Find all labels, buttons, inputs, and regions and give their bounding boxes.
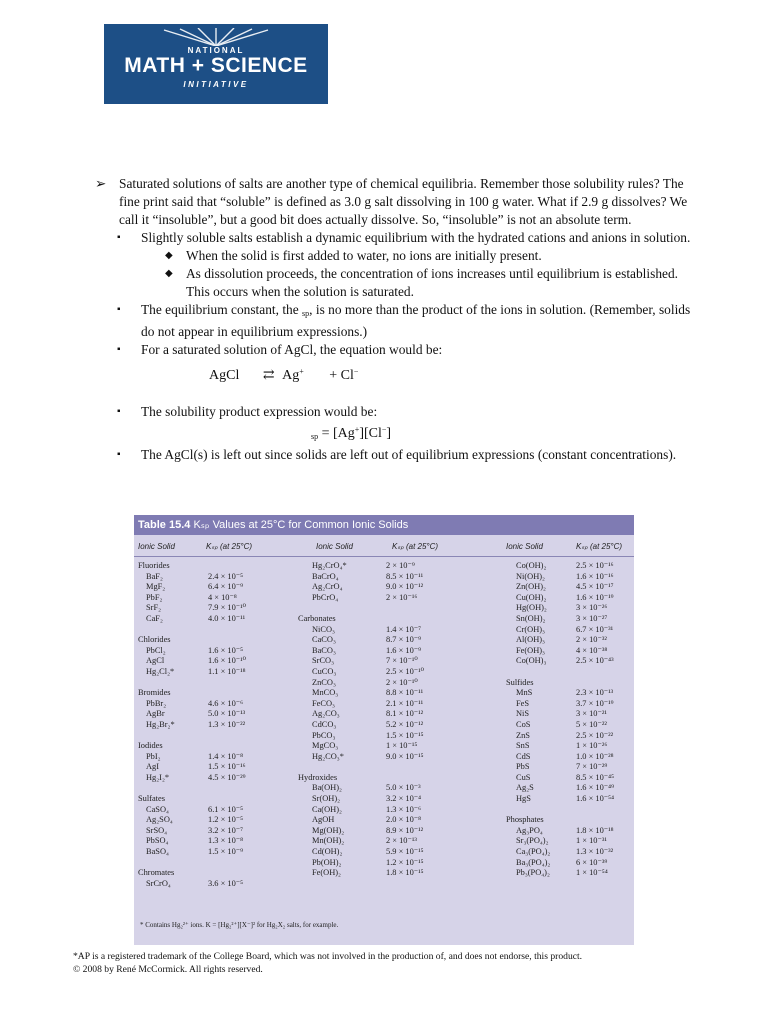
table-title: Table 15.4 Kₛₚ Values at 25°C for Common Ionic Solids: [134, 515, 634, 535]
table-cell-ksp: 1.8 × 10⁻¹⁸: [576, 825, 614, 835]
table-cell-solid: Hg(OH)₂: [516, 603, 547, 613]
table-cell-ksp: 4 × 10⁻³⁸: [576, 645, 608, 655]
col-head-ksp: Kₛₚ (at 25°C): [576, 542, 623, 551]
table-cell-ksp: 5.0 × 10⁻³: [386, 783, 421, 793]
table-row: [298, 805, 468, 816]
table-group-label: Carbonates: [298, 613, 336, 623]
table-cell-solid: PbI₂: [146, 751, 161, 761]
table-cell-solid: SrF₂: [146, 603, 162, 613]
logo-line-national: NATIONAL: [187, 46, 245, 55]
table-row: [506, 815, 634, 826]
table-column-headers: [134, 540, 634, 557]
table-cell-ksp: 2 × 10⁻³²: [576, 635, 607, 645]
table-row: [298, 720, 468, 731]
table-group-label: Chlorides: [138, 635, 171, 645]
table-row: [138, 731, 308, 742]
table-cell-ksp: 1 × 10⁻²⁶: [576, 741, 608, 751]
table-row: [506, 762, 634, 773]
table-cell-ksp: 1.0 × 10⁻²⁸: [576, 751, 614, 761]
table-cell-solid: Cr(OH)₃: [516, 624, 545, 634]
table-cell-solid: BaF₂: [146, 571, 163, 581]
table-cell-ksp: 1.6 × 10⁻⁵⁴: [576, 794, 615, 804]
table-cell-ksp: 5 × 10⁻²²: [576, 719, 607, 729]
table-row: [506, 593, 634, 604]
table-row: [138, 879, 308, 890]
table-row: [138, 826, 308, 837]
table-cell-ksp: 1.6 × 10⁻¹⁹: [576, 592, 614, 602]
table-cell-solid: Al(OH)₃: [516, 635, 545, 645]
table-cell-ksp: 9.0 × 10⁻¹²: [386, 582, 424, 592]
main-bullet: [95, 175, 695, 229]
table-column-2: [298, 561, 468, 879]
table-cell-ksp: 3 × 10⁻²⁷: [576, 613, 608, 623]
table-row: [506, 783, 634, 794]
table-cell-ksp: 2 × 10⁻¹⁶: [386, 592, 418, 602]
table-cell-ksp: 3 × 10⁻²¹: [576, 709, 607, 719]
table-cell-solid: Hg₂Br₂*: [146, 719, 175, 729]
table-row: [298, 826, 468, 837]
table-row: [506, 561, 634, 572]
col-head-solid: Ionic Solid: [138, 542, 175, 551]
table-group-label: Sulfides: [506, 677, 534, 687]
table-row: [298, 847, 468, 858]
table-row: [506, 731, 634, 742]
table-cell-ksp: 1.6 × 10⁻⁹: [386, 645, 422, 655]
table-cell-solid: Ag₂S: [516, 783, 534, 793]
table-row: [138, 635, 308, 646]
table-row: [298, 794, 468, 805]
table-cell-solid: CaSO₄: [146, 804, 169, 814]
table-row: [138, 688, 308, 699]
table-group-label: Fluorides: [138, 561, 170, 570]
sp-subscript: sp: [302, 309, 310, 318]
table-cell-solid: PbSO₄: [146, 836, 169, 846]
bullet-equilibrium-constant: [95, 301, 695, 341]
nms-logo: [104, 24, 328, 104]
table-cell-solid: Mg(OH)₂: [312, 825, 345, 835]
table-group-label: Hydroxides: [298, 772, 338, 782]
diamond-bullet-icon: ◆: [165, 250, 173, 261]
table-cell-ksp: 1.4 × 10⁻⁷: [386, 624, 422, 634]
table-cell-solid: Hg₂Cl₂*: [146, 666, 175, 676]
table-row: [506, 625, 634, 636]
table-cell-ksp: 5.2 × 10⁻¹²: [386, 719, 424, 729]
table-row: [138, 783, 308, 794]
table-cell-ksp: 1.3 × 10⁻³²: [576, 847, 614, 857]
bullet-text: The equilibrium constant, the: [141, 302, 303, 317]
table-row: [138, 858, 308, 869]
bullet-text: The solubility product expression would be:: [141, 404, 378, 419]
page-footer: [73, 950, 582, 976]
table-row: [506, 688, 634, 699]
table-footnote: * Contains Hg₂²⁺ ions. K = [Hg₂²⁺][X⁻]² for Hg₂X₂ salts, for example.: [140, 921, 339, 929]
table-cell-ksp: 4.6 × 10⁻⁶: [208, 698, 244, 708]
table-cell-ksp: 2.1 × 10⁻¹¹: [386, 698, 424, 708]
table-cell-solid: NiS: [516, 709, 530, 719]
table-cell-ksp: 1.5 × 10⁻¹⁵: [386, 730, 424, 740]
table-cell-solid: FeS: [516, 698, 530, 708]
table-row: [298, 572, 468, 583]
bullet-text: As dissolution proceeds, the concentration of ions increases until equilibrium is established. This occurs when the solution is saturated.: [186, 266, 679, 299]
eq-reactant: AgCl: [209, 368, 240, 383]
table-cell-solid: CuCO₃: [312, 666, 337, 676]
copyright-note: © 2008 by René McCormick. All rights reserved.: [73, 964, 263, 975]
table-row: [138, 762, 308, 773]
agcl-equation: [95, 363, 695, 393]
table-cell-ksp: 7 × 10⁻¹⁰: [386, 656, 418, 666]
table-row: [138, 709, 308, 720]
table-cell-solid: Fe(OH)₂: [312, 868, 341, 878]
table-cell-ksp: 4 × 10⁻⁸: [208, 592, 237, 602]
bullet-text-cont: , is no more than the product of the ions in solution. (Remember, solids do not appear in equilibrium expressions.): [141, 302, 691, 339]
table-cell-solid: Ca(OH)₂: [312, 804, 342, 814]
table-cell-solid: Ba(OH)₂: [312, 783, 342, 793]
table-row: [506, 603, 634, 614]
table-row: [506, 614, 634, 625]
ksp-table: [134, 515, 634, 945]
table-row: [138, 572, 308, 583]
table-cell-ksp: 1.1 × 10⁻¹⁸: [208, 666, 246, 676]
table-cell-solid: MgCO₃: [312, 741, 339, 751]
square-bullet-icon: ▪: [117, 232, 121, 243]
table-cell-ksp: 1.2 × 10⁻¹⁵: [386, 857, 424, 867]
table-row: [138, 773, 308, 784]
document-body: [95, 175, 695, 464]
table-cell-ksp: 8.5 × 10⁻⁴⁵: [576, 772, 615, 782]
table-cell-ksp: 3.2 × 10⁻⁴: [386, 794, 422, 804]
table-cell-solid: SrSO₄: [146, 825, 168, 835]
table-row: [506, 635, 634, 646]
table-row: [138, 582, 308, 593]
table-row: [506, 667, 634, 678]
table-cell-solid: PbS: [516, 762, 530, 772]
table-row: [298, 699, 468, 710]
table-cell-solid: PbCO₃: [312, 730, 336, 740]
table-cell-ksp: 5.0 × 10⁻¹³: [208, 709, 246, 719]
table-cell-ksp: 2 × 10⁻¹⁰: [386, 677, 418, 687]
table-cell-solid: SnS: [516, 741, 530, 751]
table-cell-ksp: 8.1 × 10⁻¹²: [386, 709, 424, 719]
table-cell-ksp: 4.5 × 10⁻²⁹: [208, 772, 246, 782]
table-cell-solid: CdS: [516, 751, 531, 761]
table-row: [506, 773, 634, 784]
col-head-ksp: Kₛₚ (at 25°C): [392, 542, 439, 551]
table-row: [138, 603, 308, 614]
table-cell-solid: Hg₂CrO₄*: [312, 561, 347, 570]
table-row: [506, 794, 634, 805]
table-group-label: Sulfates: [138, 794, 165, 804]
table-row: [298, 656, 468, 667]
eq-product-ag: Ag+: [282, 367, 304, 383]
table-cell-solid: Hg₂I₂*: [146, 772, 170, 782]
table-row: [138, 720, 308, 731]
table-row: [298, 762, 468, 773]
table-row: [506, 656, 634, 667]
table-cell-ksp: 4.0 × 10⁻¹¹: [208, 613, 246, 623]
table-row: [138, 794, 308, 805]
table-row: [506, 572, 634, 583]
table-cell-ksp: 1 × 10⁻¹⁵: [386, 741, 418, 751]
table-cell-ksp: 7 × 10⁻²⁹: [576, 762, 608, 772]
table-cell-solid: AgI: [146, 762, 160, 772]
table-cell-solid: Cd(OH)₂: [312, 847, 343, 857]
table-cell-solid: NiCO₃: [312, 624, 335, 634]
table-cell-ksp: 6.1 × 10⁻⁵: [208, 804, 244, 814]
table-row: [298, 868, 468, 879]
table-row: [506, 678, 634, 689]
table-cell-solid: Pb₃(PO₄)₂: [516, 868, 550, 878]
table-cell-ksp: 1.4 × 10⁻⁸: [208, 751, 244, 761]
table-cell-ksp: 1.3 × 10⁻⁸: [208, 836, 244, 846]
table-cell-solid: Co(OH)₃: [516, 656, 547, 666]
table-cell-ksp: 3 × 10⁻²⁶: [576, 603, 608, 613]
table-cell-solid: Sn(OH)₂: [516, 613, 546, 623]
arrow-bullet-icon: ➢: [95, 176, 107, 191]
bullet-solubility-product: [95, 403, 695, 421]
table-row: [298, 731, 468, 742]
table-cell-ksp: 1.5 × 10⁻⁹: [208, 847, 244, 857]
table-row: [506, 836, 634, 847]
table-cell-solid: AgCl: [146, 656, 165, 666]
table-row: [298, 858, 468, 869]
table-cell-solid: MgF₂: [146, 582, 166, 592]
table-row: [506, 699, 634, 710]
table-cell-solid: Ni(OH)₂: [516, 571, 545, 581]
table-cell-ksp: 3.2 × 10⁻⁷: [208, 825, 244, 835]
table-cell-ksp: 8.7 × 10⁻⁹: [386, 635, 422, 645]
table-group-label: Phosphates: [506, 815, 544, 825]
diamond-bullet-icon: ◆: [165, 268, 173, 279]
table-cell-solid: BaCO₃: [312, 645, 336, 655]
table-row: [298, 815, 468, 826]
table-cell-ksp: 1.6 × 10⁻¹⁶: [576, 571, 614, 581]
table-row: [506, 582, 634, 593]
bullet-dynamic-equilibrium: [95, 229, 695, 247]
table-cell-ksp: 2.3 × 10⁻¹³: [576, 688, 614, 698]
table-row: [298, 646, 468, 657]
bullet-agcl-solution: [95, 341, 695, 359]
table-cell-ksp: 1 × 10⁻⁵⁴: [576, 868, 608, 878]
table-cell-ksp: 2.5 × 10⁻⁴³: [576, 656, 614, 666]
table-row: [506, 868, 634, 879]
table-row: [298, 561, 468, 572]
table-row: [298, 635, 468, 646]
table-row: [298, 593, 468, 604]
table-cell-ksp: 3.6 × 10⁻⁵: [208, 878, 244, 888]
table-row: [506, 741, 634, 752]
col-head-ksp: Kₛₚ (at 25°C): [206, 542, 253, 551]
table-row: [138, 699, 308, 710]
table-cell-solid: Fe(OH)₃: [516, 645, 545, 655]
table-row: [138, 561, 308, 572]
table-cell-solid: PbCrO₄: [312, 592, 339, 602]
table-row: [506, 720, 634, 731]
table-row: [298, 688, 468, 699]
table-cell-solid: Ba₃(PO₄)₂: [516, 857, 551, 867]
eq-product-cl: + Cl−: [329, 367, 359, 383]
bullet-text: For a saturated solution of AgCl, the equation would be:: [141, 342, 443, 357]
table-row: [138, 678, 308, 689]
table-cell-solid: ZnS: [516, 730, 530, 740]
table-cell-solid: MnCO₃: [312, 688, 339, 698]
table-cell-ksp: 1.6 × 10⁻⁴⁹: [576, 783, 615, 793]
square-bullet-icon: ▪: [117, 449, 121, 460]
table-cell-solid: CaCO₃: [312, 635, 336, 645]
table-row: [506, 826, 634, 837]
table-cell-solid: Sr(OH)₂: [312, 794, 341, 804]
table-row: [298, 625, 468, 636]
table-cell-ksp: 7.9 × 10⁻¹⁰: [208, 603, 247, 613]
table-cell-solid: SrCO₃: [312, 656, 335, 666]
table-cell-ksp: 5.9 × 10⁻¹⁵: [386, 847, 424, 857]
table-row: [298, 752, 468, 763]
table-cell-solid: Ca₃(PO₄)₂: [516, 847, 551, 857]
table-cell-solid: HgS: [516, 794, 531, 804]
table-cell-ksp: 1.3 × 10⁻⁶: [386, 804, 422, 814]
table-cell-ksp: 1.8 × 10⁻¹⁵: [386, 868, 424, 878]
table-cell-solid: Ag₂CO₃: [312, 709, 340, 719]
table-row: [506, 805, 634, 816]
sunburst-icon: [144, 28, 288, 46]
table-cell-ksp: 8.5 × 10⁻¹¹: [386, 571, 424, 581]
table-cell-ksp: 1 × 10⁻³¹: [576, 836, 607, 846]
table-cell-solid: Ag₂CrO₄: [312, 582, 343, 592]
table-cell-ksp: 6.4 × 10⁻⁹: [208, 582, 244, 592]
table-cell-solid: CdCO₃: [312, 719, 337, 729]
col-head-solid: Ionic Solid: [316, 542, 353, 551]
table-cell-solid: Hg₂CO₃*: [312, 751, 344, 761]
table-row: [138, 741, 308, 752]
table-row: [138, 656, 308, 667]
table-row: [138, 667, 308, 678]
equilibrium-arrow-icon: ⇄: [262, 368, 275, 383]
table-row: [506, 646, 634, 657]
main-bullet-text: Saturated solutions of salts are another type of chemical equilibria. Remember those solubility rules? The fine print said that “soluble” is defined as 3.0 g salt dissolving in 100 g water. What if 2.9 g dissolves? We call it “insoluble”, but a good bit does actually dissolve. So, “insoluble” is not an absolute term.: [119, 176, 688, 227]
table-row: [298, 709, 468, 720]
table-cell-solid: AgBr: [146, 709, 165, 719]
table-cell-solid: BaCrO₄: [312, 571, 339, 581]
table-cell-ksp: 2 × 10⁻⁹: [386, 561, 415, 570]
table-cell-ksp: 1.3 × 10⁻²²: [208, 719, 246, 729]
logo-line-math-science: MATH + SCIENCE: [124, 54, 308, 77]
table-row: [506, 858, 634, 869]
table-cell-ksp: 1.5 × 10⁻¹⁶: [208, 762, 246, 772]
bullet-no-ions: [95, 247, 695, 265]
table-row: [298, 603, 468, 614]
table-cell-solid: Co(OH)₂: [516, 561, 547, 570]
table-cell-solid: Zn(OH)₂: [516, 582, 546, 592]
ksp-expression: $_{sp}$ = [Ag+][Cl−]: [311, 425, 392, 441]
table-cell-solid: PbF₂: [146, 592, 163, 602]
table-row: [138, 847, 308, 858]
table-group-label: Bromides: [138, 688, 171, 698]
table-row: [298, 582, 468, 593]
table-cell-ksp: 6 × 10⁻³⁹: [576, 857, 608, 867]
table-cell-ksp: 2.5 × 10⁻¹⁶: [576, 561, 614, 570]
table-cell-ksp: 8.9 × 10⁻¹²: [386, 825, 424, 835]
table-cell-solid: AgOH: [312, 815, 335, 825]
table-row: [298, 783, 468, 794]
col-head-solid: Ionic Solid: [506, 542, 543, 551]
table-row: [138, 836, 308, 847]
table-row: [298, 614, 468, 625]
table-row: [138, 868, 308, 879]
table-row: [298, 773, 468, 784]
table-cell-ksp: 1.6 × 10⁻¹⁰: [208, 656, 247, 666]
table-cell-solid: PbBr₂: [146, 698, 167, 708]
table-column-3: [506, 561, 634, 879]
square-bullet-icon: ▪: [117, 344, 121, 355]
bullet-text: When the solid is first added to water, no ions are initially present.: [186, 248, 542, 263]
table-cell-ksp: 6.7 × 10⁻³¹: [576, 624, 614, 634]
table-cell-solid: Sr₃(PO₄)₂: [516, 836, 549, 846]
table-row: [506, 752, 634, 763]
table-row: [138, 815, 308, 826]
table-cell-ksp: 2.0 × 10⁻⁸: [386, 815, 422, 825]
square-bullet-icon: ▪: [117, 406, 121, 417]
table-group-label: Iodides: [138, 741, 163, 751]
table-cell-solid: Ag₂SO₄: [146, 815, 173, 825]
square-bullet-icon: ▪: [117, 304, 121, 315]
table-cell-solid: Ag₃PO₄: [516, 825, 543, 835]
table-row: [138, 752, 308, 763]
table-cell-ksp: 4.5 × 10⁻¹⁷: [576, 582, 614, 592]
table-cell-ksp: 1.6 × 10⁻⁵: [208, 645, 244, 655]
table-cell-ksp: 2.5 × 10⁻¹⁰: [386, 666, 425, 676]
bullet-text: Slightly soluble salts establish a dynamic equilibrium with the hydrated cations and anions in solution.: [141, 230, 691, 245]
table-cell-solid: ZnCO₃: [312, 677, 336, 687]
table-row: [138, 614, 308, 625]
table-cell-solid: Cu(OH)₂: [516, 592, 547, 602]
table-cell-ksp: 2 × 10⁻¹³: [386, 836, 417, 846]
table-cell-solid: SrCrO₄: [146, 878, 171, 888]
table-cell-ksp: 1.2 × 10⁻⁵: [208, 815, 244, 825]
table-row: [506, 847, 634, 858]
trademark-note: *AP is a registered trademark of the College Board, which was not involved in the production of, and does not endorse, this product.: [73, 951, 583, 962]
table-cell-solid: CoS: [516, 719, 531, 729]
table-row: [138, 593, 308, 604]
logo-line-initiative: INITIATIVE: [183, 80, 249, 89]
table-cell-solid: MnS: [516, 688, 533, 698]
table-row: [298, 678, 468, 689]
bullet-dissolution: [95, 265, 695, 301]
table-column-1: [138, 561, 308, 889]
table-row: [298, 836, 468, 847]
bullet-agcl-left-out: [95, 446, 695, 464]
table-group-label: Chromates: [138, 868, 175, 878]
table-cell-ksp: 9.0 × 10⁻¹⁵: [386, 751, 424, 761]
table-cell-solid: Pb(OH)₂: [312, 857, 342, 867]
table-cell-solid: CaF₂: [146, 613, 163, 623]
bullet-text: The AgCl(s) is left out since solids are left out of equilibrium expressions (constant concentrations).: [141, 447, 677, 462]
table-cell-ksp: 2.4 × 10⁻⁵: [208, 571, 244, 581]
table-cell-ksp: 2.5 × 10⁻²²: [576, 730, 614, 740]
table-cell-ksp: 3.7 × 10⁻¹⁹: [576, 698, 614, 708]
table-cell-solid: BaSO₄: [146, 847, 169, 857]
table-cell-ksp: 8.8 × 10⁻¹¹: [386, 688, 424, 698]
table-row: [298, 741, 468, 752]
table-row: [138, 646, 308, 657]
table-cell-solid: Mn(OH)₂: [312, 836, 345, 846]
table-row: [138, 625, 308, 636]
table-cell-solid: PbCl₂: [146, 645, 166, 655]
table-cell-solid: CuS: [516, 772, 531, 782]
table-row: [138, 805, 308, 816]
table-cell-solid: FeCO₃: [312, 698, 335, 708]
table-row: [506, 709, 634, 720]
table-row: [298, 667, 468, 678]
